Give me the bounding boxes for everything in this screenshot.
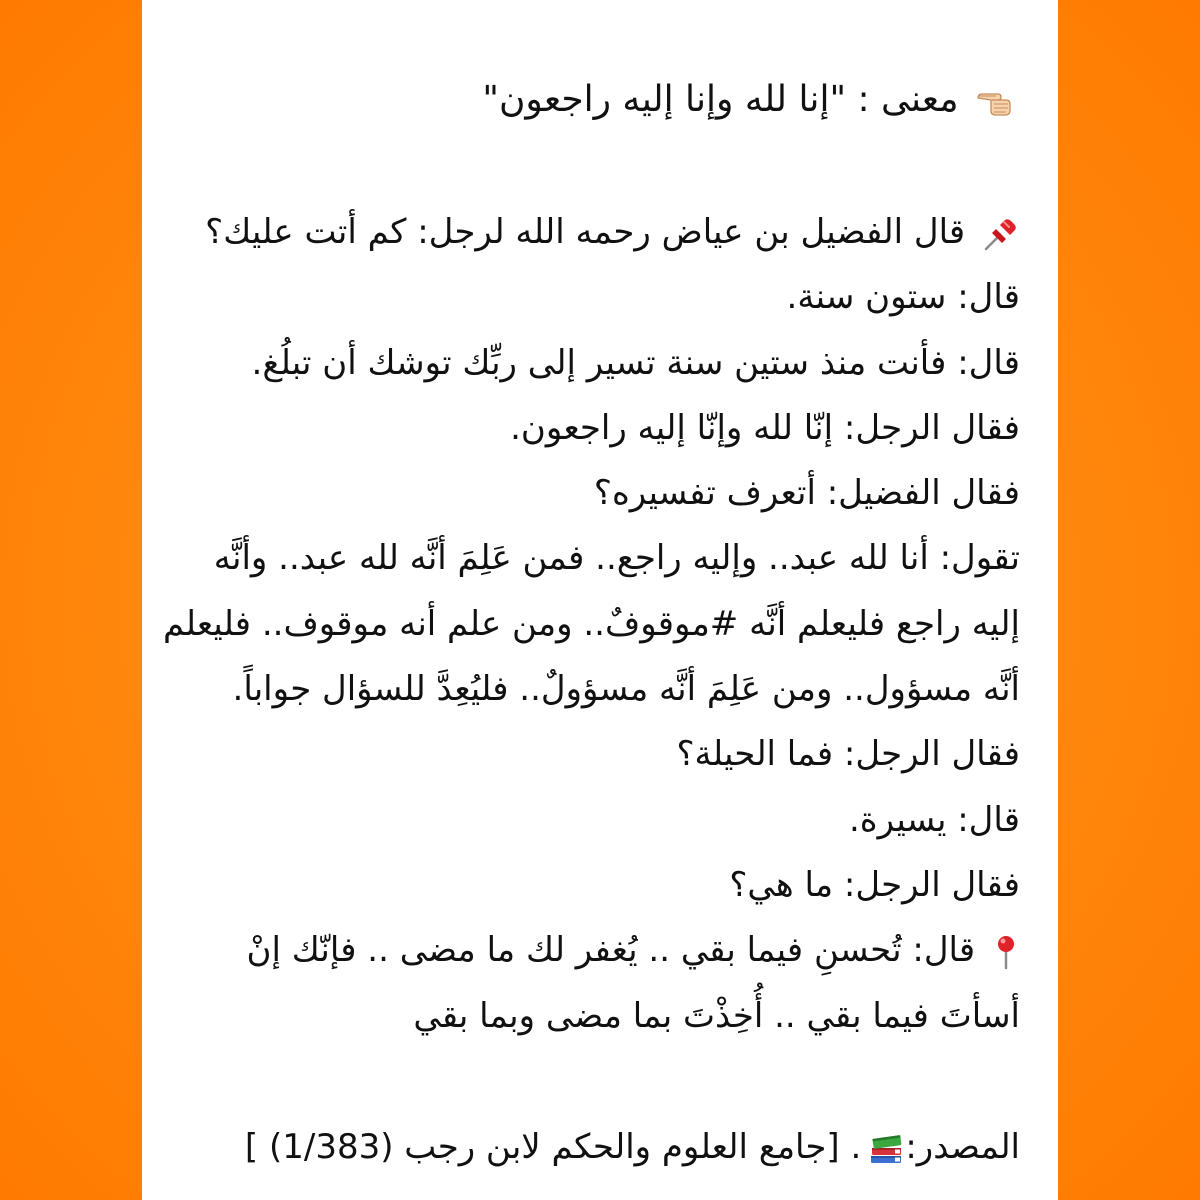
text-line: قال: ستون سنة. xyxy=(786,277,1020,318)
text-line xyxy=(182,918,1020,983)
text-line: قال: يسيرة. xyxy=(848,799,1020,840)
text-line: إليه راجع فليعلم أنَّه #موقوفٌ.. ومن علم أنه موقوف.. فليعلم xyxy=(162,603,1020,644)
round-pushpin-icon xyxy=(992,934,1020,970)
text-line: فقال الفضيل: أتعرف تفسيره؟ xyxy=(593,473,1020,514)
pushpin-icon xyxy=(982,215,1020,253)
text-line: أسأتَ فيما بقي .. أُخِذْتَ بما مضى وبما بقي xyxy=(413,995,1020,1036)
line-text: قال: تُحسنِ فيما بقي .. يُغفر لك ما مضى .. فإنّك إنْ xyxy=(246,930,976,971)
source-label: المصدر: xyxy=(905,1126,1020,1167)
post-content xyxy=(162,70,1020,1180)
line-text: قال الفضيل بن عياض رحمه الله لرجل: كم أتت عليك؟ xyxy=(205,212,966,252)
post-card xyxy=(142,0,1058,1200)
source-text: . [جامع العلوم والحكم لابن رجب (1/383) ] xyxy=(244,1126,862,1167)
spacer xyxy=(182,1049,1020,1115)
text-line: قال: فأنت منذ ستين سنة تسير إلى ربِّك توشك أن تبلُغ. xyxy=(251,342,1020,383)
spacer xyxy=(182,130,1020,200)
pointing-hand-icon xyxy=(976,82,1014,120)
post-title-row xyxy=(182,70,1014,130)
text-line: فقال الرجل: ما هي؟ xyxy=(729,864,1020,905)
text-line: فقال الرجل: فما الحيلة؟ xyxy=(676,734,1020,775)
post-title: معنى : "إنا لله وإنا إليه راجعون" xyxy=(482,79,959,120)
text-line: فقال الرجل: إنّا لله وإنّا إليه راجعون. xyxy=(510,407,1020,448)
text-line: أنَّه مسؤول.. ومن عَلِمَ أنَّه مسؤولٌ.. فليُعِدَّ للسؤال جواباً. xyxy=(232,669,1020,710)
text-line: تقول: أنا لله عبد.. وإليه راجع.. فمن عَلِمَ أنَّه لله عبد.. وأنَّه xyxy=(213,538,1020,579)
source-line xyxy=(182,1115,1020,1180)
text-line xyxy=(182,200,1020,265)
books-icon xyxy=(867,1129,905,1167)
